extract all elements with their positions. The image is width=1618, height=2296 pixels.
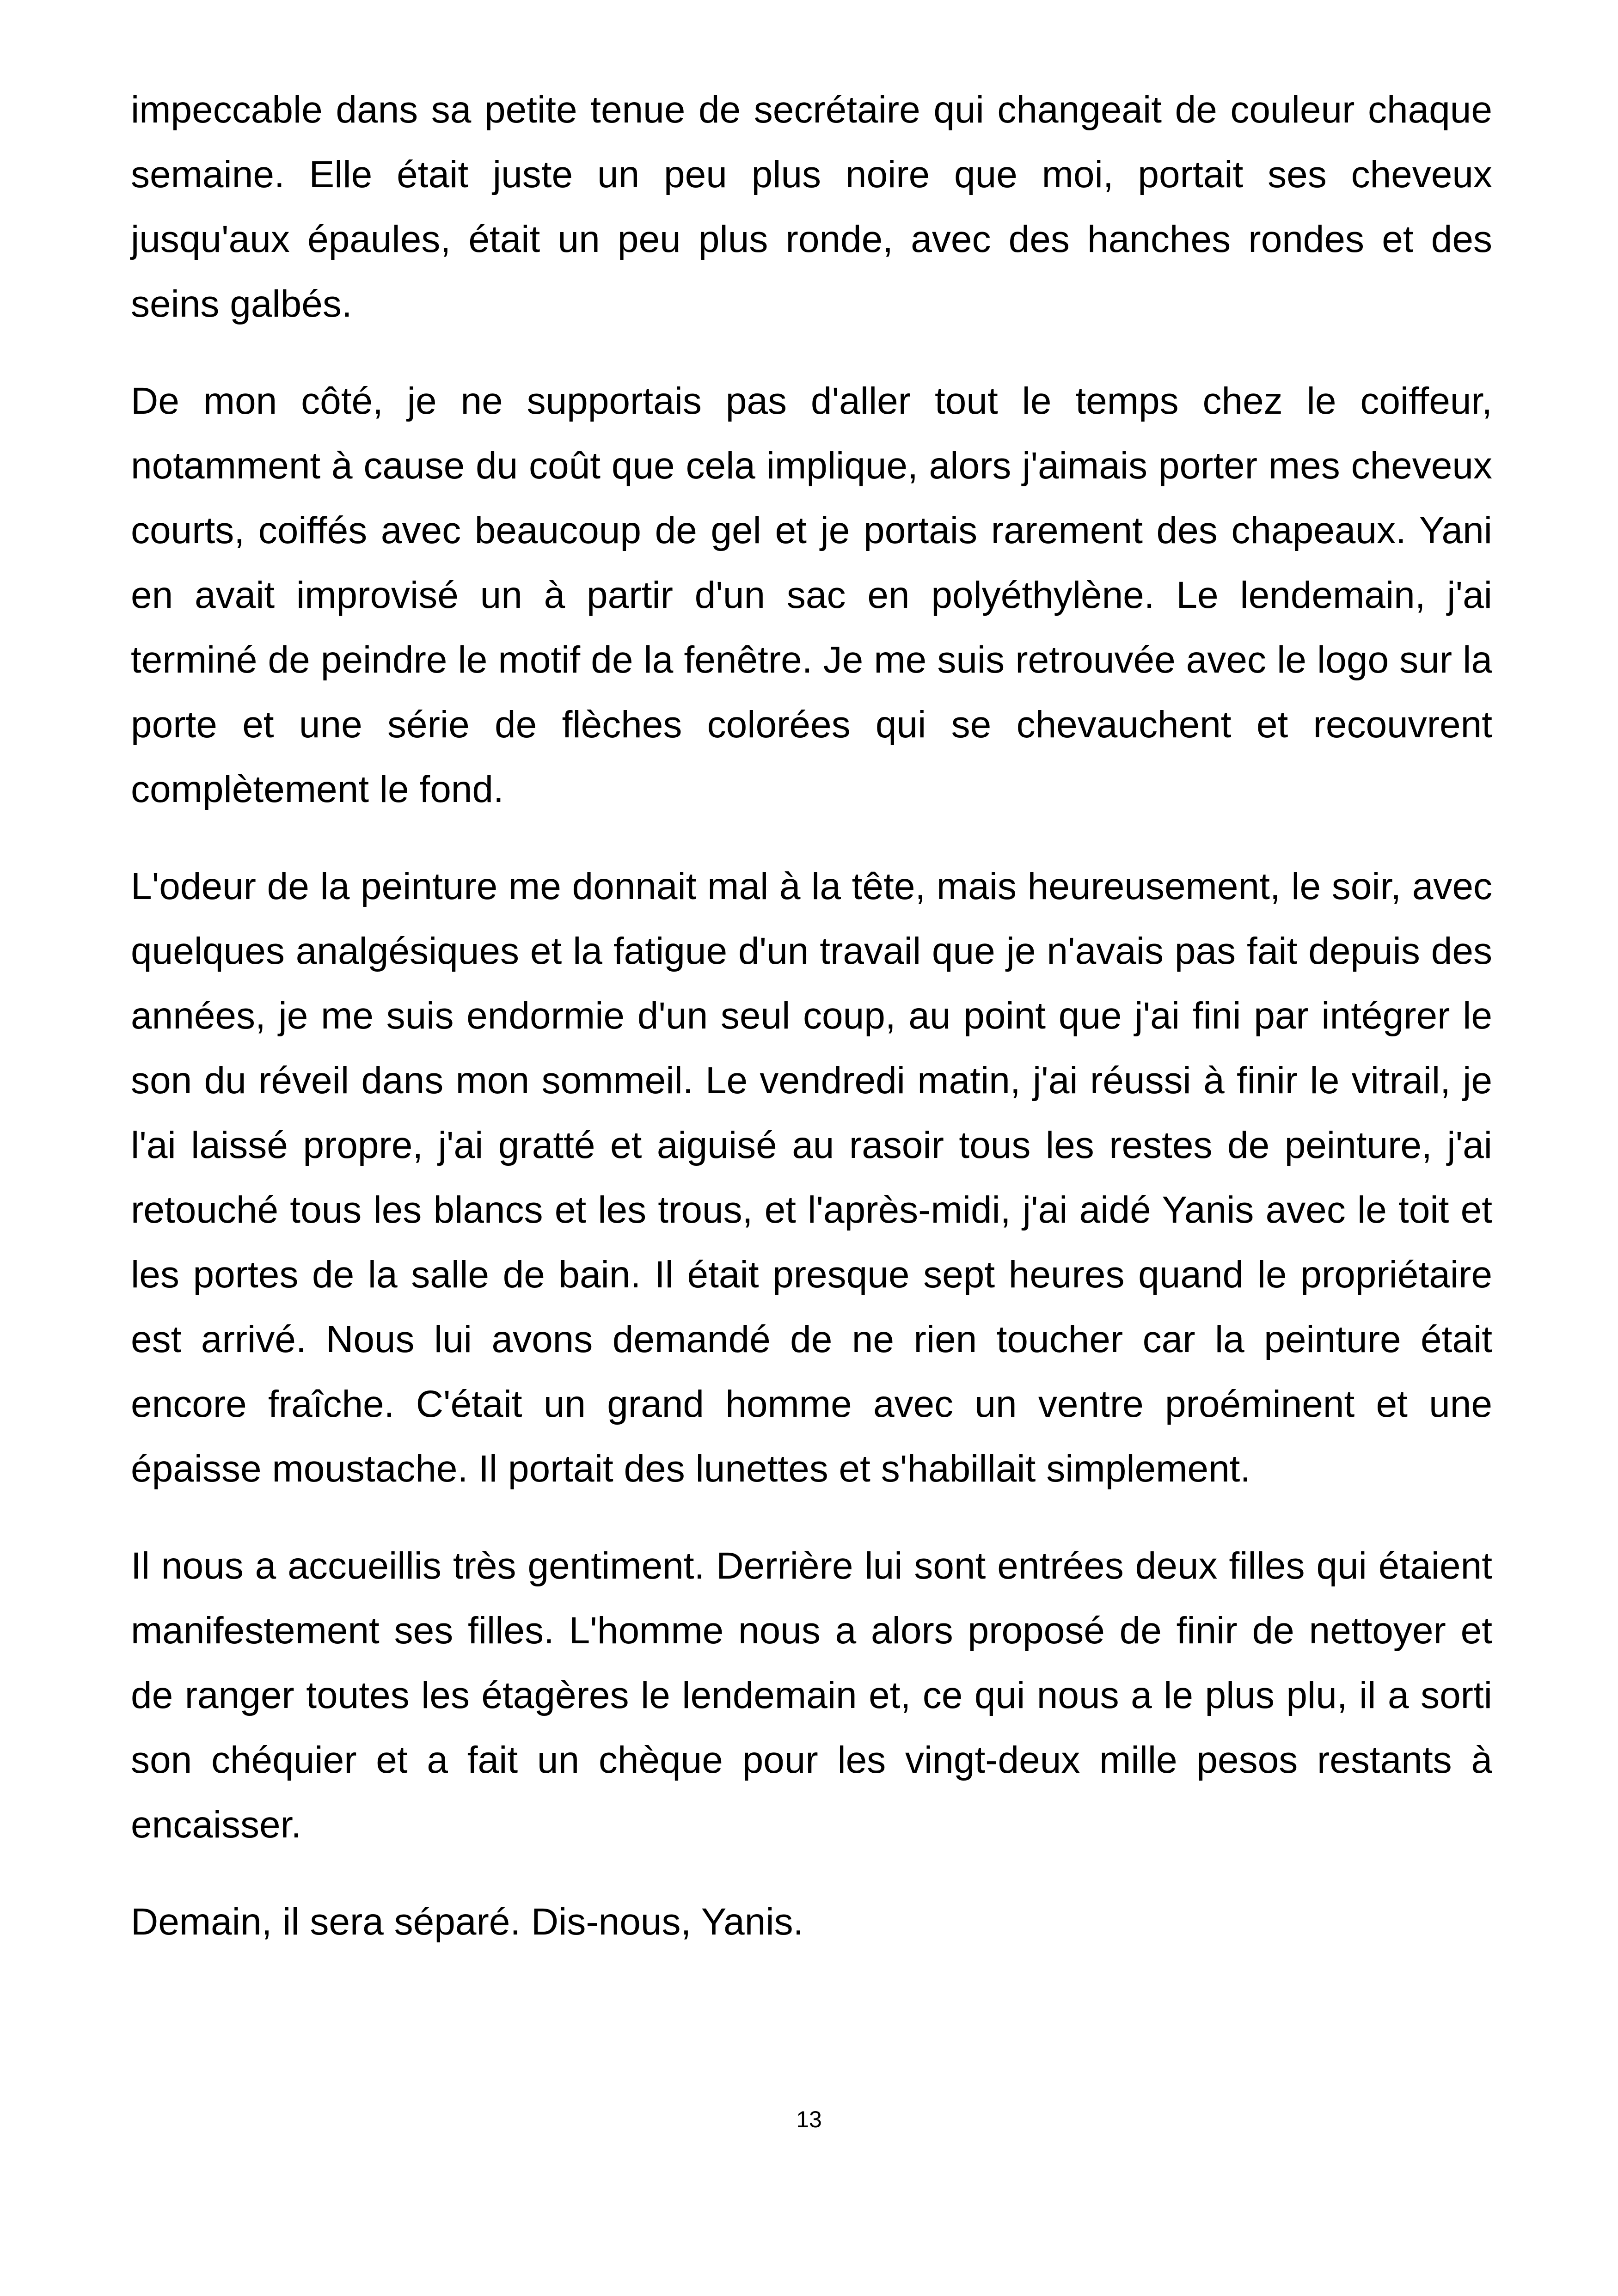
paragraph-2: De mon côté, je ne supportais pas d'aller tout le temps chez le coiffeur, notamment à cause du coût que cela implique, alors j'aimais porter mes cheveux courts, coiffés avec beaucoup de gel et je portais rarement des chapeaux. Yani en avait improvisé un à partir d'un sac en polyéthylène. Le lendemain, j'ai terminé de peindre le motif de la fenêtre. Je me suis retrouvée avec le logo sur la porte et une série de flèches colorées qui se chevauchent et recouvrent complètement le fond. (131, 380, 1492, 810)
paragraph-5: Demain, il sera séparé. Dis-nous, Yanis. (131, 1901, 804, 1943)
paragraph-4: Il nous a accueillis très gentiment. Derrière lui sont entrées deux filles qui étaient manifestement ses filles. L'homme nous a alors proposé de finir de nettoyer et de ranger toutes les étagères le lendemain et, ce qui nous a le plus plu, il a sorti son chéquier et a fait un chèque pour les vingt-deux mille pesos restants à encaisser. (131, 1545, 1492, 1846)
page-number: 13 (796, 2106, 822, 2132)
body-text (131, 78, 1492, 1987)
paragraph-1: impeccable dans sa petite tenue de secrétaire qui changeait de couleur chaque semaine. Elle était juste un peu plus noire que moi, portait ses cheveux jusqu'aux épaules, était un peu plus ronde, avec des hanches rondes et des seins galbés. (131, 89, 1492, 325)
paragraph-3: L'odeur de la peinture me donnait mal à la tête, mais heureusement, le soir, avec quelques analgésiques et la fatigue d'un travail que je n'avais pas fait depuis des années, je me suis endormie d'un seul coup, au point que j'ai fini par intégrer le son du réveil dans mon sommeil. Le vendredi matin, j'ai réussi à finir le vitrail, je l'ai laissé propre, j'ai gratté et aiguisé au rasoir tous les restes de peinture, j'ai retouché tous les blancs et les trous, et l'après-midi, j'ai aidé Yanis avec le toit et les portes de la salle de bain. Il était presque sept heures quand le propriétaire est arrivé. Nous lui avons demandé de ne rien toucher car la peinture était encore fraîche. C'était un grand homme avec un ventre proéminent et une épaisse moustache. Il portait des lunettes et s'habillait simplement. (131, 865, 1492, 1490)
